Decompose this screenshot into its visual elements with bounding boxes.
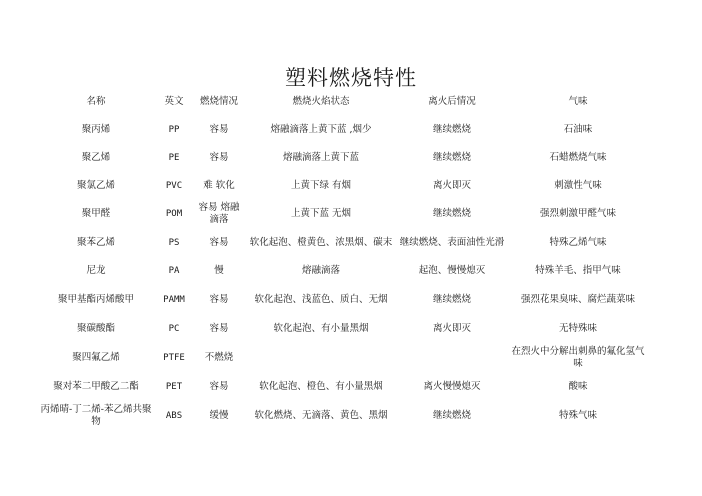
cell-burning: 难 软化: [203, 180, 235, 191]
table-row: [36, 401, 648, 430]
cell-flame: 软化起泡、有小量黑烟: [273, 323, 369, 334]
cell-name: 聚苯乙烯: [76, 236, 115, 248]
table-row: [36, 315, 648, 343]
table-row: [36, 228, 648, 257]
cell-smell: 无特殊味: [558, 323, 597, 334]
header-after-fire: 离火后情况: [428, 96, 476, 107]
cell-name: 聚甲基酯丙烯酸甲: [57, 294, 134, 305]
cell-after-fire: 继续燃烧: [432, 409, 471, 421]
header-smell: 气味: [568, 96, 588, 107]
cell-name: 丙烯晴-丁二烯-苯乙烯共聚物: [40, 403, 152, 427]
cell-flame: 软化起泡、橙色、有小量黑烟: [259, 380, 383, 392]
table-row: [36, 372, 648, 401]
cell-english: PET: [165, 381, 183, 392]
cell-smell: 在烈火中分解出刺鼻的氟化氢气味: [511, 345, 645, 369]
cell-english: PC: [168, 324, 180, 334]
cell-burning: 容易: [209, 236, 229, 248]
cell-after-fire: 继续燃烧: [432, 208, 471, 219]
cell-smell: 强烈花果臭味、腐烂蔬菜味: [520, 294, 635, 305]
cell-flame: [246, 343, 396, 372]
cell-name: 聚氯乙烯: [76, 180, 115, 191]
table-row: [36, 343, 648, 372]
cell-name: 聚对苯二甲酸乙二酯: [53, 380, 139, 392]
cell-name: 聚碳酸酯: [76, 323, 115, 334]
cell-english: PE: [168, 153, 180, 163]
table-row: [36, 172, 648, 200]
cell-burning: 缓慢: [209, 409, 229, 421]
cell-english: POM: [165, 209, 183, 219]
table-row: [36, 285, 648, 315]
cell-after-fire: 离火即灭: [432, 323, 471, 334]
cell-flame: 上黄下绿 有烟: [290, 180, 352, 191]
cell-smell: 酸味: [568, 380, 588, 392]
cell-after-fire: 继续燃烧、表面油性光滑: [399, 236, 505, 248]
cell-name: 聚四氟乙烯: [72, 351, 120, 363]
cell-smell: 石蜡燃烧气味: [549, 152, 607, 163]
cell-burning: 容易: [209, 152, 229, 163]
cell-burning: 容易: [209, 294, 229, 305]
table-row: [36, 116, 648, 144]
cell-after-fire: [396, 343, 508, 372]
cell-english: PTFE: [163, 352, 185, 363]
header-burning: 燃烧情况: [199, 96, 238, 107]
cell-smell: 刺激性气味: [554, 180, 602, 191]
cell-smell: 特殊羊毛、指甲气味: [535, 265, 621, 276]
cell-after-fire: 离火慢慢熄灭: [423, 380, 481, 392]
cell-english: PAMM: [163, 295, 185, 305]
cell-after-fire: 继续燃烧: [432, 152, 471, 163]
cell-name: 尼龙: [86, 265, 106, 276]
cell-english: PS: [168, 237, 180, 248]
cell-burning: 慢: [214, 265, 224, 276]
table-header-row: [36, 88, 648, 116]
header-flame: 燃烧火焰状态: [292, 96, 350, 107]
cell-smell: 特殊气味: [558, 409, 597, 421]
cell-flame: 上黄下蓝 无烟: [290, 208, 352, 219]
plastic-burning-table: [36, 88, 648, 430]
cell-smell: 石油味: [563, 124, 593, 135]
cell-burning: 容易 熔融滴落: [198, 202, 240, 225]
table-row: [36, 200, 648, 228]
cell-name: 聚甲醛: [81, 208, 111, 219]
cell-flame: 熔融滴落上黄下蓝 ,烟少: [270, 124, 372, 135]
cell-burning: 容易: [209, 323, 229, 334]
cell-name: 聚乙烯: [81, 152, 111, 163]
header-english: 英文: [164, 96, 184, 107]
cell-after-fire: 继续燃烧: [432, 124, 471, 135]
cell-english: PVC: [165, 181, 183, 191]
cell-flame: 熔融滴落上黄下蓝: [282, 152, 359, 163]
table-row: [36, 144, 648, 172]
document-title: 塑料燃烧特性: [285, 66, 417, 90]
cell-english: PA: [168, 266, 180, 276]
cell-smell: 强烈刺激甲醛气味: [539, 208, 616, 219]
table-row: [36, 257, 648, 285]
cell-burning: 不燃烧: [204, 351, 234, 363]
cell-smell: 特殊乙烯气味: [549, 236, 607, 248]
cell-after-fire: 离火即灭: [432, 180, 471, 191]
cell-after-fire: 起泡、慢慢熄灭: [418, 265, 486, 276]
header-name: 名称: [86, 96, 106, 107]
cell-flame: 熔融滴落: [301, 265, 340, 276]
cell-after-fire: 继续燃烧: [432, 294, 471, 305]
cell-flame: 软化燃烧、无滴落、黄色、黑烟: [254, 409, 388, 421]
cell-burning: 容易: [209, 380, 229, 392]
cell-flame: 软化起泡、橙黄色、浓黑烟、碳末: [249, 236, 393, 248]
cell-burning: 容易: [209, 124, 229, 135]
cell-name: 聚丙烯: [81, 124, 111, 135]
cell-english: ABS: [165, 410, 183, 421]
cell-english: PP: [168, 125, 180, 135]
cell-flame: 软化起泡、浅蓝色、质白、无烟: [254, 294, 388, 305]
